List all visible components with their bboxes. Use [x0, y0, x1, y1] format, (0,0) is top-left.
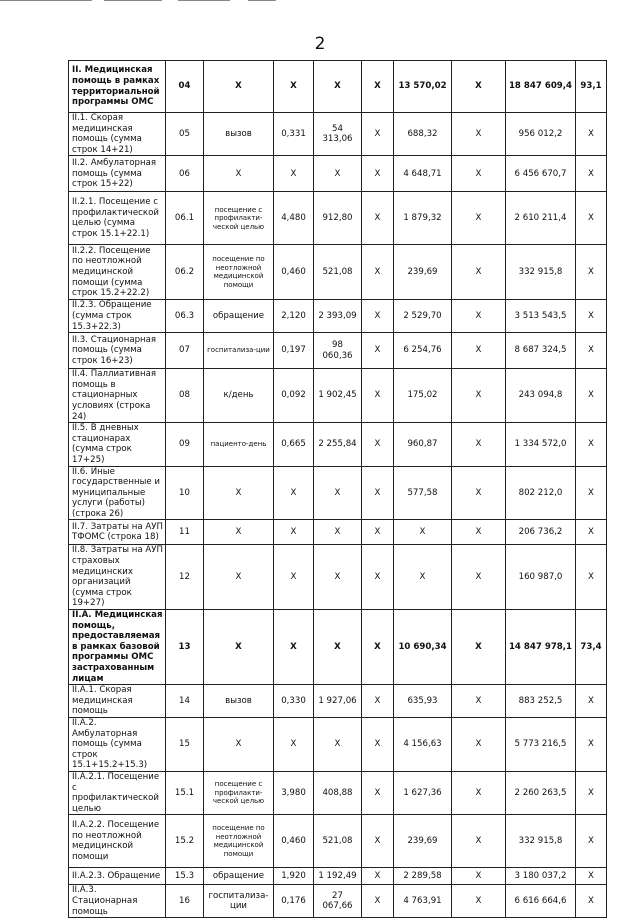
volume-cell: 0,330: [274, 685, 314, 718]
cost-cell: 98 060,36: [314, 333, 362, 369]
row-name: II.2.2. Посещение по неотложной медицинской помощи (сумма строк 15.2+22.2): [69, 245, 166, 300]
volume-cell: X: [274, 520, 314, 545]
unit-cell: обращение: [204, 300, 274, 333]
oms-total-cell: 6 456 670,7: [506, 156, 576, 192]
unit-cell: X: [204, 466, 274, 520]
budget-per-capita-cell: X: [362, 610, 394, 685]
cost-cell: 27 067,66: [314, 885, 362, 918]
budget-per-capita-cell: X: [362, 466, 394, 520]
unit-cell: госпитализа-ции: [204, 885, 274, 918]
oms-total-cell: 18 847 609,4: [506, 61, 576, 113]
budget-total-cell: X: [452, 545, 506, 610]
share-cell: X: [576, 245, 607, 300]
row-name: II.4. Паллиативная помощь в стационарных условиях (строка 24): [69, 369, 166, 423]
oms-per-capita-cell: 13 570,02: [394, 61, 452, 113]
cost-cell: 2 255,84: [314, 423, 362, 466]
row-code: 10: [166, 466, 204, 520]
share-cell: X: [576, 771, 607, 814]
row-name: II.6. Иные государственные и муниципальные услуги (работы) (строка 26): [69, 466, 166, 520]
budget-per-capita-cell: X: [362, 815, 394, 868]
share-cell: X: [576, 815, 607, 868]
unit-cell: госпитализа-ции: [204, 333, 274, 369]
table-row: [69, 245, 607, 300]
share-cell: X: [576, 885, 607, 918]
oms-total-cell: 332 915,8: [506, 245, 576, 300]
oms-per-capita-cell: 6 254,76: [394, 333, 452, 369]
unit-cell: X: [204, 545, 274, 610]
unit-cell: X: [204, 717, 274, 771]
oms-per-capita-cell: 4 648,71: [394, 156, 452, 192]
row-name: II.1. Скорая медицинская помощь (сумма строк 14+21): [69, 113, 166, 156]
row-name: II.2. Амбулаторная помощь (сумма строк 15+22): [69, 156, 166, 192]
table-row: [69, 113, 607, 156]
row-name: II.3. Стационарная помощь (сумма строк 16+23): [69, 333, 166, 369]
budget-total-cell: X: [452, 466, 506, 520]
budget-per-capita-cell: X: [362, 685, 394, 718]
top-edge-lines: [0, 0, 640, 2]
budget-per-capita-cell: X: [362, 771, 394, 814]
unit-cell: вызов: [204, 113, 274, 156]
cost-cell: X: [314, 717, 362, 771]
row-name: II.А.1. Скорая медицинская помощь: [69, 685, 166, 718]
row-name: II.5. В дневных стационарах (сумма строк 17+25): [69, 423, 166, 466]
oms-per-capita-cell: 577,58: [394, 466, 452, 520]
volume-cell: 0,460: [274, 815, 314, 868]
share-cell: X: [576, 156, 607, 192]
budget-total-cell: X: [452, 423, 506, 466]
oms-per-capita-cell: 10 690,34: [394, 610, 452, 685]
table-row: [69, 333, 607, 369]
row-code: 07: [166, 333, 204, 369]
oms-per-capita-cell: 239,69: [394, 815, 452, 868]
unit-cell: вызов: [204, 685, 274, 718]
share-cell: X: [576, 868, 607, 885]
cost-cell: 912,80: [314, 192, 362, 245]
cost-cell: 2 393,09: [314, 300, 362, 333]
oms-per-capita-cell: 635,93: [394, 685, 452, 718]
share-cell: X: [576, 520, 607, 545]
budget-total-cell: X: [452, 885, 506, 918]
table-row: [69, 610, 607, 685]
share-cell: X: [576, 300, 607, 333]
budget-total-cell: X: [452, 245, 506, 300]
share-cell: X: [576, 545, 607, 610]
row-name: II.А.2.1. Посещение с профилактической целью: [69, 771, 166, 814]
cost-cell: 521,08: [314, 245, 362, 300]
budget-per-capita-cell: X: [362, 868, 394, 885]
oms-total-cell: 6 616 664,6: [506, 885, 576, 918]
volume-cell: 2,120: [274, 300, 314, 333]
oms-per-capita-cell: 175,02: [394, 369, 452, 423]
oms-total-cell: 1 334 572,0: [506, 423, 576, 466]
table-row: [69, 868, 607, 885]
row-name: II.А.2. Амбулаторная помощь (сумма строк 15.1+15.2+15.3): [69, 717, 166, 771]
oms-per-capita-cell: 688,32: [394, 113, 452, 156]
table-row: [69, 61, 607, 113]
unit-cell: к/день: [204, 369, 274, 423]
share-cell: X: [576, 423, 607, 466]
volume-cell: 0,460: [274, 245, 314, 300]
budget-total-cell: X: [452, 868, 506, 885]
row-code: 09: [166, 423, 204, 466]
oms-total-cell: 3 513 543,5: [506, 300, 576, 333]
share-cell: X: [576, 113, 607, 156]
row-code: 13: [166, 610, 204, 685]
table-row: [69, 545, 607, 610]
unit-cell: посещение по неотложной медицинской помощи: [204, 245, 274, 300]
row-name: II.2.3. Обращение (сумма строк 15.3+22.3): [69, 300, 166, 333]
cost-cell: X: [314, 610, 362, 685]
share-cell: X: [576, 192, 607, 245]
oms-per-capita-cell: 2 289,58: [394, 868, 452, 885]
budget-total-cell: X: [452, 771, 506, 814]
unit-cell: X: [204, 156, 274, 192]
cost-cell: 1 192,49: [314, 868, 362, 885]
cost-cell: 408,88: [314, 771, 362, 814]
volume-cell: 0,176: [274, 885, 314, 918]
cost-cell: X: [314, 156, 362, 192]
unit-cell: посещение по неотложной медицинской помощи: [204, 815, 274, 868]
volume-cell: 0,197: [274, 333, 314, 369]
budget-per-capita-cell: X: [362, 333, 394, 369]
share-cell: X: [576, 333, 607, 369]
oms-total-cell: 883 252,5: [506, 685, 576, 718]
oms-total-cell: 8 687 324,5: [506, 333, 576, 369]
row-name: II.7. Затраты на АУП ТФОМС (строка 18): [69, 520, 166, 545]
volume-cell: X: [274, 717, 314, 771]
budget-total-cell: X: [452, 369, 506, 423]
budget-per-capita-cell: X: [362, 545, 394, 610]
volume-cell: X: [274, 545, 314, 610]
table-row: [69, 156, 607, 192]
volume-cell: 3,980: [274, 771, 314, 814]
volume-cell: X: [274, 610, 314, 685]
table-row: [69, 685, 607, 718]
share-cell: 73,4: [576, 610, 607, 685]
budget-per-capita-cell: X: [362, 520, 394, 545]
budget-total-cell: X: [452, 333, 506, 369]
unit-cell: X: [204, 520, 274, 545]
row-code: 15: [166, 717, 204, 771]
volume-cell: 0,665: [274, 423, 314, 466]
budget-per-capita-cell: X: [362, 192, 394, 245]
table-row: [69, 815, 607, 868]
budget-per-capita-cell: X: [362, 300, 394, 333]
unit-cell: обращение: [204, 868, 274, 885]
row-code: 16: [166, 885, 204, 918]
oms-per-capita-cell: 4 763,91: [394, 885, 452, 918]
cost-cell: X: [314, 61, 362, 113]
budget-total-cell: X: [452, 300, 506, 333]
row-code: 05: [166, 113, 204, 156]
share-cell: X: [576, 685, 607, 718]
page-number: 2: [314, 34, 326, 54]
budget-total-cell: X: [452, 520, 506, 545]
row-code: 15.1: [166, 771, 204, 814]
oms-total-cell: 206 736,2: [506, 520, 576, 545]
budget-total-cell: X: [452, 717, 506, 771]
budget-total-cell: X: [452, 61, 506, 113]
cost-cell: 1 927,06: [314, 685, 362, 718]
row-name: II.8. Затраты на АУП страховых медицинских организаций (сумма строк 19+27): [69, 545, 166, 610]
row-name: II. Медицинская помощь в рамках территориальной программы ОМС: [69, 61, 166, 113]
volume-cell: 4,480: [274, 192, 314, 245]
row-code: 06: [166, 156, 204, 192]
oms-total-cell: 3 180 037,2: [506, 868, 576, 885]
row-name: II.А.3. Стационарная помощь: [69, 885, 166, 918]
oms-per-capita-cell: 239,69: [394, 245, 452, 300]
oms-per-capita-cell: 2 529,70: [394, 300, 452, 333]
cost-cell: X: [314, 466, 362, 520]
budget-per-capita-cell: X: [362, 885, 394, 918]
oms-total-cell: 160 987,0: [506, 545, 576, 610]
row-name: II.2.1. Посещение с профилактической целью (сумма строк 15.1+22.1): [69, 192, 166, 245]
budget-total-cell: X: [452, 156, 506, 192]
volume-cell: 1,920: [274, 868, 314, 885]
table-row: [69, 885, 607, 918]
oms-total-cell: 2 610 211,4: [506, 192, 576, 245]
budget-total-cell: X: [452, 685, 506, 718]
table-row: [69, 300, 607, 333]
budget-total-cell: X: [452, 815, 506, 868]
cost-cell: 1 902,45: [314, 369, 362, 423]
oms-total-cell: 5 773 216,5: [506, 717, 576, 771]
row-code: 15.3: [166, 868, 204, 885]
budget-per-capita-cell: X: [362, 156, 394, 192]
row-code: 06.1: [166, 192, 204, 245]
oms-per-capita-cell: 1 627,36: [394, 771, 452, 814]
share-cell: 93,1: [576, 61, 607, 113]
oms-per-capita-cell: X: [394, 520, 452, 545]
oms-total-cell: 14 847 978,1: [506, 610, 576, 685]
oms-total-cell: 332 915,8: [506, 815, 576, 868]
row-code: 04: [166, 61, 204, 113]
table-row: [69, 192, 607, 245]
share-cell: X: [576, 466, 607, 520]
budget-total-cell: X: [452, 192, 506, 245]
budget-per-capita-cell: X: [362, 113, 394, 156]
oms-total-cell: 956 012,2: [506, 113, 576, 156]
row-code: 12: [166, 545, 204, 610]
budget-per-capita-cell: X: [362, 717, 394, 771]
oms-total-cell: 243 094,8: [506, 369, 576, 423]
cost-cell: X: [314, 520, 362, 545]
row-code: 15.2: [166, 815, 204, 868]
cost-cell: X: [314, 545, 362, 610]
budget-per-capita-cell: X: [362, 369, 394, 423]
row-name: II.А. Медицинская помощь, предоставляемая в рамках базовой программы ОМС застрахованным лицам: [69, 610, 166, 685]
oms-per-capita-cell: 1 879,32: [394, 192, 452, 245]
unit-cell: X: [204, 610, 274, 685]
share-cell: X: [576, 369, 607, 423]
volume-cell: X: [274, 466, 314, 520]
budget-total-cell: X: [452, 113, 506, 156]
cost-cell: 54 313,06: [314, 113, 362, 156]
budget-per-capita-cell: X: [362, 61, 394, 113]
unit-cell: X: [204, 61, 274, 113]
row-code: 14: [166, 685, 204, 718]
row-name: II.А.2.3. Обращение: [69, 868, 166, 885]
cost-cell: 521,08: [314, 815, 362, 868]
oms-per-capita-cell: 4 156,63: [394, 717, 452, 771]
row-code: 06.3: [166, 300, 204, 333]
table-row: [69, 520, 607, 545]
volume-cell: X: [274, 61, 314, 113]
budget-per-capita-cell: X: [362, 423, 394, 466]
oms-per-capita-cell: 960,87: [394, 423, 452, 466]
unit-cell: посещение с профилакти-ческой целью: [204, 192, 274, 245]
oms-total-cell: 802 212,0: [506, 466, 576, 520]
volume-cell: 0,092: [274, 369, 314, 423]
oms-per-capita-cell: X: [394, 545, 452, 610]
table-row: [69, 423, 607, 466]
table-row: [69, 717, 607, 771]
unit-cell: посещение с профилакти-ческой целью: [204, 771, 274, 814]
budget-per-capita-cell: X: [362, 245, 394, 300]
row-code: 06.2: [166, 245, 204, 300]
share-cell: X: [576, 717, 607, 771]
row-code: 11: [166, 520, 204, 545]
volume-cell: X: [274, 156, 314, 192]
volume-cell: 0,331: [274, 113, 314, 156]
table-row: [69, 369, 607, 423]
budget-total-cell: X: [452, 610, 506, 685]
table-row: [69, 771, 607, 814]
row-code: 08: [166, 369, 204, 423]
row-name: II.А.2.2. Посещение по неотложной медицинской помощи: [69, 815, 166, 868]
unit-cell: пациенто-день: [204, 423, 274, 466]
table-row: [69, 466, 607, 520]
financing-table: [68, 60, 607, 918]
oms-total-cell: 2 260 263,5: [506, 771, 576, 814]
